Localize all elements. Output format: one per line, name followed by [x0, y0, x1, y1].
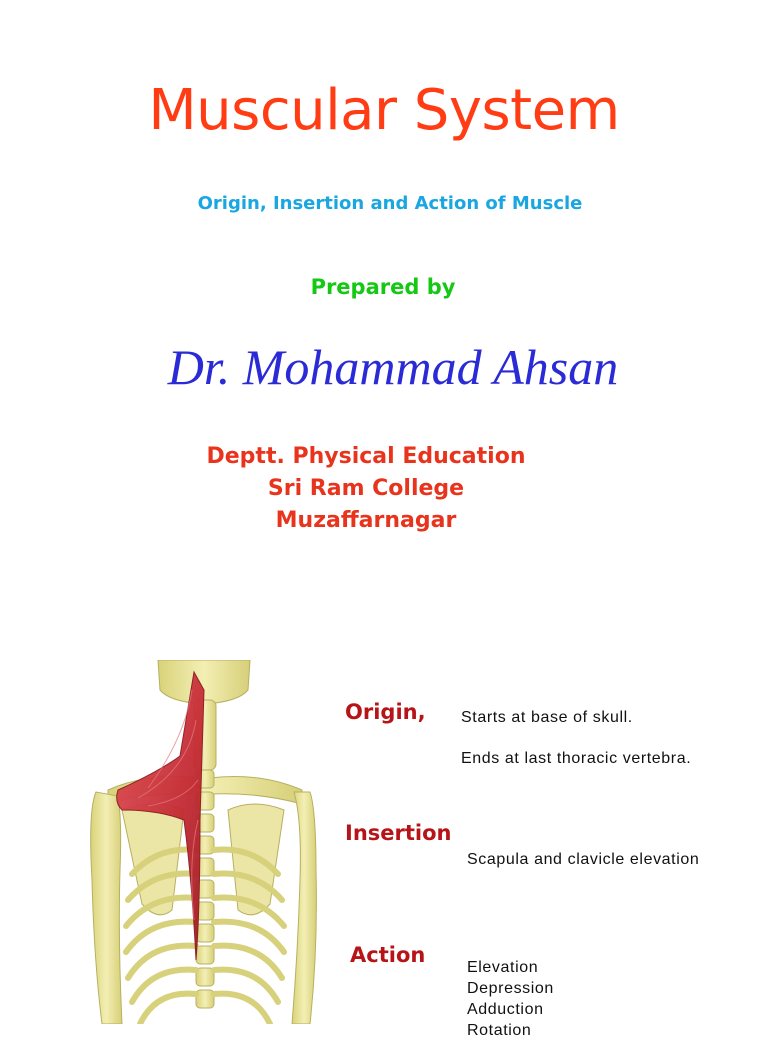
action-item: Rotation — [467, 1022, 532, 1039]
action-label: Action — [350, 943, 426, 967]
trapezius-anatomy-illustration — [88, 660, 320, 1024]
affiliation-college: Sri Ram College — [267, 476, 465, 501]
slide-subtitle: Origin, Insertion and Action of Muscle — [197, 193, 583, 214]
insertion-text: Scapula and clavicle elevation — [467, 851, 700, 868]
origin-line-2: Ends at last thoracic vertebra. — [461, 750, 692, 767]
origin-line-1: Starts at base of skull. — [461, 709, 633, 726]
affiliation-department: Deptt. Physical Education — [206, 444, 526, 469]
affiliation-block — [0, 441, 732, 537]
action-list — [467, 957, 554, 1041]
origin-label: Origin, — [345, 700, 426, 724]
action-item: Depression — [467, 980, 554, 997]
insertion-label: Insertion — [345, 821, 452, 845]
author-name: Dr. Mohammad Ahsan — [167, 339, 619, 395]
action-item: Elevation — [467, 959, 539, 976]
slide-title: Muscular System — [148, 78, 620, 143]
action-item: Adduction — [467, 1001, 544, 1018]
affiliation-city: Muzaffarnagar — [275, 508, 457, 533]
prepared-by-label: Prepared by — [310, 275, 456, 299]
